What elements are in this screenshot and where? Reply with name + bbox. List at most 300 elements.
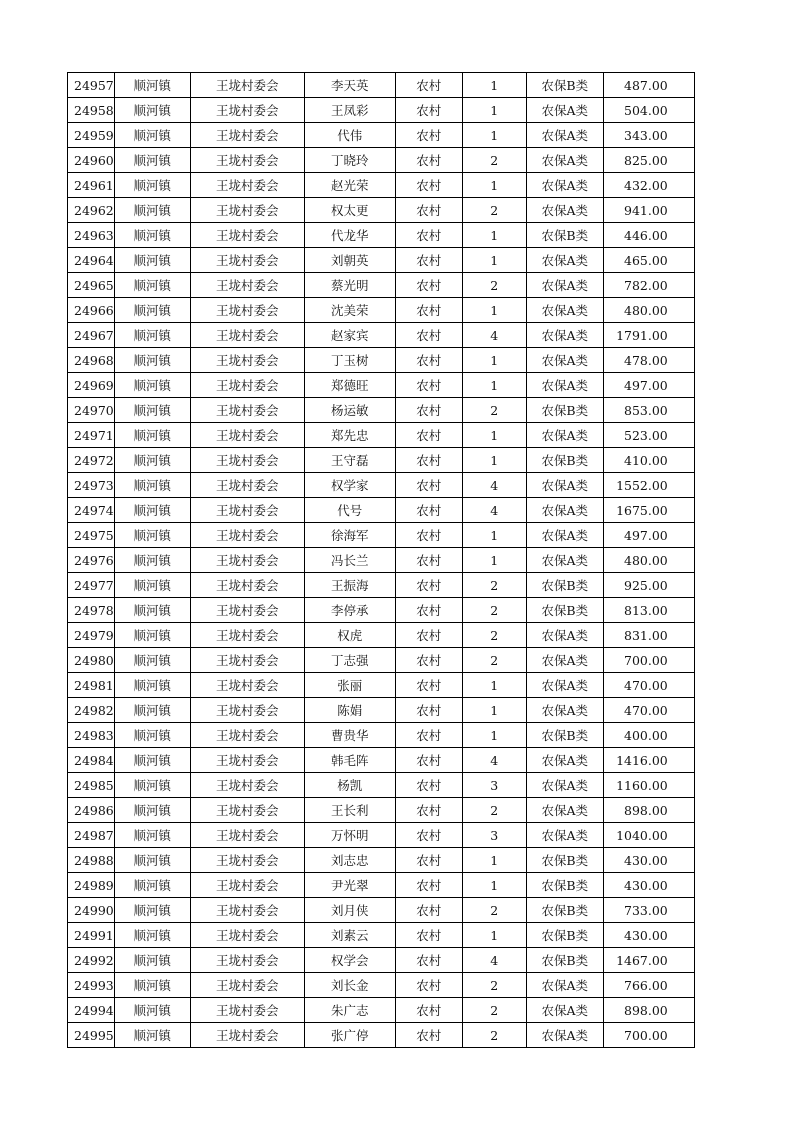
household-count-cell: 4 bbox=[462, 498, 526, 523]
name-cell: 权学会 bbox=[304, 948, 395, 973]
row-id: 24995 bbox=[68, 1023, 115, 1048]
insurance-category-cell: 农保A类 bbox=[526, 648, 603, 673]
name-cell: 张广停 bbox=[304, 1023, 395, 1048]
amount-cell: 1416.00 bbox=[603, 748, 694, 773]
name-cell: 陈娟 bbox=[304, 698, 395, 723]
table-row bbox=[68, 498, 695, 523]
insurance-category-cell: 农保B类 bbox=[526, 573, 603, 598]
area-type-cell: 农村 bbox=[395, 723, 462, 748]
household-count-cell: 1 bbox=[462, 73, 526, 98]
village-committee-cell: 王垅村委会 bbox=[190, 423, 304, 448]
town-cell: 顺河镇 bbox=[114, 748, 190, 773]
insurance-category-cell: 农保B类 bbox=[526, 923, 603, 948]
amount-cell: 410.00 bbox=[603, 448, 694, 473]
amount-cell: 813.00 bbox=[603, 598, 694, 623]
name-cell: 刘月侠 bbox=[304, 898, 395, 923]
amount-cell: 400.00 bbox=[603, 723, 694, 748]
town-cell: 顺河镇 bbox=[114, 898, 190, 923]
area-type-cell: 农村 bbox=[395, 173, 462, 198]
village-committee-cell: 王垅村委会 bbox=[190, 448, 304, 473]
amount-cell: 700.00 bbox=[603, 648, 694, 673]
row-id: 24984 bbox=[68, 748, 115, 773]
name-cell: 权太更 bbox=[304, 198, 395, 223]
village-committee-cell: 王垅村委会 bbox=[190, 623, 304, 648]
village-committee-cell: 王垅村委会 bbox=[190, 873, 304, 898]
household-count-cell: 1 bbox=[462, 98, 526, 123]
amount-cell: 497.00 bbox=[603, 373, 694, 398]
table-row bbox=[68, 298, 695, 323]
town-cell: 顺河镇 bbox=[114, 848, 190, 873]
village-committee-cell: 王垅村委会 bbox=[190, 248, 304, 273]
area-type-cell: 农村 bbox=[395, 148, 462, 173]
village-committee-cell: 王垅村委会 bbox=[190, 373, 304, 398]
insurance-category-cell: 农保B类 bbox=[526, 448, 603, 473]
area-type-cell: 农村 bbox=[395, 98, 462, 123]
row-id: 24975 bbox=[68, 523, 115, 548]
town-cell: 顺河镇 bbox=[114, 573, 190, 598]
area-type-cell: 农村 bbox=[395, 1023, 462, 1048]
insurance-category-cell: 农保A类 bbox=[526, 548, 603, 573]
village-committee-cell: 王垅村委会 bbox=[190, 973, 304, 998]
name-cell: 丁志强 bbox=[304, 648, 395, 673]
area-type-cell: 农村 bbox=[395, 448, 462, 473]
row-id: 24961 bbox=[68, 173, 115, 198]
village-committee-cell: 王垅村委会 bbox=[190, 298, 304, 323]
village-committee-cell: 王垅村委会 bbox=[190, 148, 304, 173]
table-body bbox=[68, 73, 695, 1048]
table-row bbox=[68, 148, 695, 173]
area-type-cell: 农村 bbox=[395, 298, 462, 323]
household-count-cell: 2 bbox=[462, 1023, 526, 1048]
insurance-category-cell: 农保B类 bbox=[526, 73, 603, 98]
table-row bbox=[68, 748, 695, 773]
village-committee-cell: 王垅村委会 bbox=[190, 798, 304, 823]
insurance-category-cell: 农保A类 bbox=[526, 623, 603, 648]
insurance-category-cell: 农保A类 bbox=[526, 373, 603, 398]
town-cell: 顺河镇 bbox=[114, 498, 190, 523]
name-cell: 王长利 bbox=[304, 798, 395, 823]
row-id: 24964 bbox=[68, 248, 115, 273]
insurance-category-cell: 农保A类 bbox=[526, 298, 603, 323]
row-id: 24968 bbox=[68, 348, 115, 373]
name-cell: 丁玉树 bbox=[304, 348, 395, 373]
household-count-cell: 1 bbox=[462, 873, 526, 898]
area-type-cell: 农村 bbox=[395, 798, 462, 823]
data-table bbox=[67, 72, 695, 1048]
household-count-cell: 2 bbox=[462, 998, 526, 1023]
village-committee-cell: 王垅村委会 bbox=[190, 823, 304, 848]
name-cell: 冯长兰 bbox=[304, 548, 395, 573]
amount-cell: 782.00 bbox=[603, 273, 694, 298]
row-id: 24982 bbox=[68, 698, 115, 723]
area-type-cell: 农村 bbox=[395, 648, 462, 673]
village-committee-cell: 王垅村委会 bbox=[190, 73, 304, 98]
area-type-cell: 农村 bbox=[395, 248, 462, 273]
insurance-category-cell: 农保A类 bbox=[526, 798, 603, 823]
name-cell: 徐海军 bbox=[304, 523, 395, 548]
amount-cell: 487.00 bbox=[603, 73, 694, 98]
insurance-category-cell: 农保A类 bbox=[526, 123, 603, 148]
town-cell: 顺河镇 bbox=[114, 448, 190, 473]
table-row bbox=[68, 948, 695, 973]
village-committee-cell: 王垅村委会 bbox=[190, 548, 304, 573]
village-committee-cell: 王垅村委会 bbox=[190, 173, 304, 198]
insurance-category-cell: 农保A类 bbox=[526, 323, 603, 348]
village-committee-cell: 王垅村委会 bbox=[190, 748, 304, 773]
amount-cell: 430.00 bbox=[603, 848, 694, 873]
area-type-cell: 农村 bbox=[395, 373, 462, 398]
household-count-cell: 1 bbox=[462, 248, 526, 273]
town-cell: 顺河镇 bbox=[114, 523, 190, 548]
household-count-cell: 1 bbox=[462, 848, 526, 873]
area-type-cell: 农村 bbox=[395, 123, 462, 148]
area-type-cell: 农村 bbox=[395, 848, 462, 873]
name-cell: 赵家宾 bbox=[304, 323, 395, 348]
town-cell: 顺河镇 bbox=[114, 373, 190, 398]
area-type-cell: 农村 bbox=[395, 873, 462, 898]
table-row bbox=[68, 273, 695, 298]
table-row bbox=[68, 1023, 695, 1048]
insurance-category-cell: 农保A类 bbox=[526, 423, 603, 448]
area-type-cell: 农村 bbox=[395, 973, 462, 998]
name-cell: 韩毛阵 bbox=[304, 748, 395, 773]
town-cell: 顺河镇 bbox=[114, 698, 190, 723]
table-row bbox=[68, 623, 695, 648]
insurance-category-cell: 农保B类 bbox=[526, 948, 603, 973]
village-committee-cell: 王垅村委会 bbox=[190, 773, 304, 798]
household-count-cell: 3 bbox=[462, 823, 526, 848]
amount-cell: 898.00 bbox=[603, 998, 694, 1023]
town-cell: 顺河镇 bbox=[114, 973, 190, 998]
row-id: 24978 bbox=[68, 598, 115, 623]
household-count-cell: 1 bbox=[462, 698, 526, 723]
table-row bbox=[68, 223, 695, 248]
household-count-cell: 2 bbox=[462, 623, 526, 648]
area-type-cell: 农村 bbox=[395, 498, 462, 523]
household-count-cell: 1 bbox=[462, 348, 526, 373]
insurance-category-cell: 农保A类 bbox=[526, 198, 603, 223]
table-row bbox=[68, 648, 695, 673]
amount-cell: 1040.00 bbox=[603, 823, 694, 848]
town-cell: 顺河镇 bbox=[114, 798, 190, 823]
town-cell: 顺河镇 bbox=[114, 923, 190, 948]
area-type-cell: 农村 bbox=[395, 598, 462, 623]
table-row bbox=[68, 773, 695, 798]
row-id: 24974 bbox=[68, 498, 115, 523]
amount-cell: 465.00 bbox=[603, 248, 694, 273]
insurance-category-cell: 农保B类 bbox=[526, 898, 603, 923]
amount-cell: 941.00 bbox=[603, 198, 694, 223]
table-row bbox=[68, 248, 695, 273]
village-committee-cell: 王垅村委会 bbox=[190, 848, 304, 873]
insurance-category-cell: 农保B类 bbox=[526, 873, 603, 898]
town-cell: 顺河镇 bbox=[114, 173, 190, 198]
village-committee-cell: 王垅村委会 bbox=[190, 198, 304, 223]
row-id: 24993 bbox=[68, 973, 115, 998]
name-cell: 王守磊 bbox=[304, 448, 395, 473]
name-cell: 郑先忠 bbox=[304, 423, 395, 448]
insurance-category-cell: 农保A类 bbox=[526, 698, 603, 723]
household-count-cell: 2 bbox=[462, 898, 526, 923]
amount-cell: 898.00 bbox=[603, 798, 694, 823]
area-type-cell: 农村 bbox=[395, 898, 462, 923]
amount-cell: 497.00 bbox=[603, 523, 694, 548]
name-cell: 李天英 bbox=[304, 73, 395, 98]
name-cell: 蔡光明 bbox=[304, 273, 395, 298]
amount-cell: 480.00 bbox=[603, 548, 694, 573]
table-row bbox=[68, 473, 695, 498]
town-cell: 顺河镇 bbox=[114, 198, 190, 223]
area-type-cell: 农村 bbox=[395, 323, 462, 348]
insurance-category-cell: 农保B类 bbox=[526, 398, 603, 423]
name-cell: 丁晓玲 bbox=[304, 148, 395, 173]
amount-cell: 1160.00 bbox=[603, 773, 694, 798]
amount-cell: 478.00 bbox=[603, 348, 694, 373]
row-id: 24963 bbox=[68, 223, 115, 248]
row-id: 24957 bbox=[68, 73, 115, 98]
area-type-cell: 农村 bbox=[395, 673, 462, 698]
household-count-cell: 1 bbox=[462, 123, 526, 148]
insurance-category-cell: 农保A类 bbox=[526, 523, 603, 548]
household-count-cell: 1 bbox=[462, 923, 526, 948]
town-cell: 顺河镇 bbox=[114, 998, 190, 1023]
village-committee-cell: 王垅村委会 bbox=[190, 573, 304, 598]
name-cell: 尹光翠 bbox=[304, 873, 395, 898]
name-cell: 赵光荣 bbox=[304, 173, 395, 198]
household-count-cell: 2 bbox=[462, 398, 526, 423]
row-id: 24971 bbox=[68, 423, 115, 448]
household-count-cell: 2 bbox=[462, 198, 526, 223]
village-committee-cell: 王垅村委会 bbox=[190, 273, 304, 298]
village-committee-cell: 王垅村委会 bbox=[190, 648, 304, 673]
table-row bbox=[68, 873, 695, 898]
amount-cell: 1467.00 bbox=[603, 948, 694, 973]
row-id: 24987 bbox=[68, 823, 115, 848]
amount-cell: 853.00 bbox=[603, 398, 694, 423]
town-cell: 顺河镇 bbox=[114, 398, 190, 423]
amount-cell: 523.00 bbox=[603, 423, 694, 448]
village-committee-cell: 王垅村委会 bbox=[190, 698, 304, 723]
row-id: 24967 bbox=[68, 323, 115, 348]
area-type-cell: 农村 bbox=[395, 823, 462, 848]
village-committee-cell: 王垅村委会 bbox=[190, 498, 304, 523]
insurance-category-cell: 农保A类 bbox=[526, 148, 603, 173]
table-row bbox=[68, 798, 695, 823]
household-count-cell: 1 bbox=[462, 173, 526, 198]
town-cell: 顺河镇 bbox=[114, 123, 190, 148]
area-type-cell: 农村 bbox=[395, 398, 462, 423]
table-row bbox=[68, 373, 695, 398]
row-id: 24988 bbox=[68, 848, 115, 873]
amount-cell: 480.00 bbox=[603, 298, 694, 323]
household-count-cell: 2 bbox=[462, 973, 526, 998]
household-count-cell: 1 bbox=[462, 223, 526, 248]
name-cell: 郑德旺 bbox=[304, 373, 395, 398]
name-cell: 刘志忠 bbox=[304, 848, 395, 873]
village-committee-cell: 王垅村委会 bbox=[190, 98, 304, 123]
household-count-cell: 1 bbox=[462, 373, 526, 398]
household-count-cell: 2 bbox=[462, 273, 526, 298]
insurance-category-cell: 农保A类 bbox=[526, 673, 603, 698]
name-cell: 王凤彩 bbox=[304, 98, 395, 123]
insurance-category-cell: 农保A类 bbox=[526, 348, 603, 373]
table-row bbox=[68, 123, 695, 148]
insurance-category-cell: 农保A类 bbox=[526, 473, 603, 498]
table-row bbox=[68, 173, 695, 198]
amount-cell: 504.00 bbox=[603, 98, 694, 123]
insurance-category-cell: 农保A类 bbox=[526, 973, 603, 998]
name-cell: 权学家 bbox=[304, 473, 395, 498]
household-count-cell: 1 bbox=[462, 523, 526, 548]
town-cell: 顺河镇 bbox=[114, 598, 190, 623]
row-id: 24965 bbox=[68, 273, 115, 298]
row-id: 24986 bbox=[68, 798, 115, 823]
name-cell: 刘素云 bbox=[304, 923, 395, 948]
town-cell: 顺河镇 bbox=[114, 148, 190, 173]
insurance-category-cell: 农保A类 bbox=[526, 248, 603, 273]
village-committee-cell: 王垅村委会 bbox=[190, 473, 304, 498]
insurance-category-cell: 农保A类 bbox=[526, 1023, 603, 1048]
area-type-cell: 农村 bbox=[395, 73, 462, 98]
area-type-cell: 农村 bbox=[395, 223, 462, 248]
row-id: 24990 bbox=[68, 898, 115, 923]
row-id: 24980 bbox=[68, 648, 115, 673]
village-committee-cell: 王垅村委会 bbox=[190, 348, 304, 373]
table-row bbox=[68, 448, 695, 473]
town-cell: 顺河镇 bbox=[114, 948, 190, 973]
area-type-cell: 农村 bbox=[395, 923, 462, 948]
town-cell: 顺河镇 bbox=[114, 773, 190, 798]
name-cell: 代号 bbox=[304, 498, 395, 523]
amount-cell: 1791.00 bbox=[603, 323, 694, 348]
town-cell: 顺河镇 bbox=[114, 548, 190, 573]
area-type-cell: 农村 bbox=[395, 698, 462, 723]
town-cell: 顺河镇 bbox=[114, 98, 190, 123]
row-id: 24959 bbox=[68, 123, 115, 148]
amount-cell: 766.00 bbox=[603, 973, 694, 998]
town-cell: 顺河镇 bbox=[114, 723, 190, 748]
household-count-cell: 1 bbox=[462, 673, 526, 698]
name-cell: 杨凯 bbox=[304, 773, 395, 798]
area-type-cell: 农村 bbox=[395, 198, 462, 223]
name-cell: 代龙华 bbox=[304, 223, 395, 248]
table-row bbox=[68, 423, 695, 448]
village-committee-cell: 王垅村委会 bbox=[190, 923, 304, 948]
table-row bbox=[68, 723, 695, 748]
name-cell: 杨运敏 bbox=[304, 398, 395, 423]
table-row bbox=[68, 998, 695, 1023]
row-id: 24973 bbox=[68, 473, 115, 498]
insurance-category-cell: 农保B类 bbox=[526, 723, 603, 748]
insurance-category-cell: 农保B类 bbox=[526, 223, 603, 248]
row-id: 24977 bbox=[68, 573, 115, 598]
town-cell: 顺河镇 bbox=[114, 873, 190, 898]
village-committee-cell: 王垅村委会 bbox=[190, 523, 304, 548]
amount-cell: 1552.00 bbox=[603, 473, 694, 498]
amount-cell: 430.00 bbox=[603, 873, 694, 898]
area-type-cell: 农村 bbox=[395, 523, 462, 548]
amount-cell: 831.00 bbox=[603, 623, 694, 648]
town-cell: 顺河镇 bbox=[114, 423, 190, 448]
area-type-cell: 农村 bbox=[395, 773, 462, 798]
amount-cell: 733.00 bbox=[603, 898, 694, 923]
row-id: 24969 bbox=[68, 373, 115, 398]
village-committee-cell: 王垅村委会 bbox=[190, 398, 304, 423]
row-id: 24960 bbox=[68, 148, 115, 173]
row-id: 24979 bbox=[68, 623, 115, 648]
village-committee-cell: 王垅村委会 bbox=[190, 998, 304, 1023]
name-cell: 张丽 bbox=[304, 673, 395, 698]
table-row bbox=[68, 673, 695, 698]
name-cell: 朱广志 bbox=[304, 998, 395, 1023]
insurance-category-cell: 农保A类 bbox=[526, 748, 603, 773]
town-cell: 顺河镇 bbox=[114, 248, 190, 273]
amount-cell: 825.00 bbox=[603, 148, 694, 173]
row-id: 24976 bbox=[68, 548, 115, 573]
insurance-category-cell: 农保A类 bbox=[526, 173, 603, 198]
amount-cell: 446.00 bbox=[603, 223, 694, 248]
village-committee-cell: 王垅村委会 bbox=[190, 898, 304, 923]
village-committee-cell: 王垅村委会 bbox=[190, 598, 304, 623]
amount-cell: 470.00 bbox=[603, 673, 694, 698]
table-row bbox=[68, 348, 695, 373]
town-cell: 顺河镇 bbox=[114, 348, 190, 373]
town-cell: 顺河镇 bbox=[114, 273, 190, 298]
amount-cell: 430.00 bbox=[603, 923, 694, 948]
insurance-category-cell: 农保B类 bbox=[526, 848, 603, 873]
household-count-cell: 1 bbox=[462, 423, 526, 448]
amount-cell: 343.00 bbox=[603, 123, 694, 148]
area-type-cell: 农村 bbox=[395, 948, 462, 973]
row-id: 24992 bbox=[68, 948, 115, 973]
amount-cell: 700.00 bbox=[603, 1023, 694, 1048]
table-row bbox=[68, 73, 695, 98]
household-count-cell: 2 bbox=[462, 598, 526, 623]
insurance-category-cell: 农保A类 bbox=[526, 498, 603, 523]
town-cell: 顺河镇 bbox=[114, 473, 190, 498]
name-cell: 曹贵华 bbox=[304, 723, 395, 748]
name-cell: 刘长金 bbox=[304, 973, 395, 998]
row-id: 24972 bbox=[68, 448, 115, 473]
row-id: 24981 bbox=[68, 673, 115, 698]
village-committee-cell: 王垅村委会 bbox=[190, 723, 304, 748]
row-id: 24966 bbox=[68, 298, 115, 323]
row-id: 24962 bbox=[68, 198, 115, 223]
area-type-cell: 农村 bbox=[395, 748, 462, 773]
insurance-category-cell: 农保A类 bbox=[526, 273, 603, 298]
table-row bbox=[68, 848, 695, 873]
household-count-cell: 4 bbox=[462, 323, 526, 348]
table-row bbox=[68, 323, 695, 348]
row-id: 24991 bbox=[68, 923, 115, 948]
table-row bbox=[68, 548, 695, 573]
table-row bbox=[68, 598, 695, 623]
area-type-cell: 农村 bbox=[395, 573, 462, 598]
table-row bbox=[68, 573, 695, 598]
area-type-cell: 农村 bbox=[395, 473, 462, 498]
amount-cell: 432.00 bbox=[603, 173, 694, 198]
village-committee-cell: 王垅村委会 bbox=[190, 223, 304, 248]
amount-cell: 925.00 bbox=[603, 573, 694, 598]
row-id: 24983 bbox=[68, 723, 115, 748]
household-count-cell: 4 bbox=[462, 748, 526, 773]
household-count-cell: 1 bbox=[462, 723, 526, 748]
name-cell: 李停承 bbox=[304, 598, 395, 623]
household-count-cell: 4 bbox=[462, 473, 526, 498]
town-cell: 顺河镇 bbox=[114, 823, 190, 848]
row-id: 24989 bbox=[68, 873, 115, 898]
insurance-category-cell: 农保A类 bbox=[526, 98, 603, 123]
